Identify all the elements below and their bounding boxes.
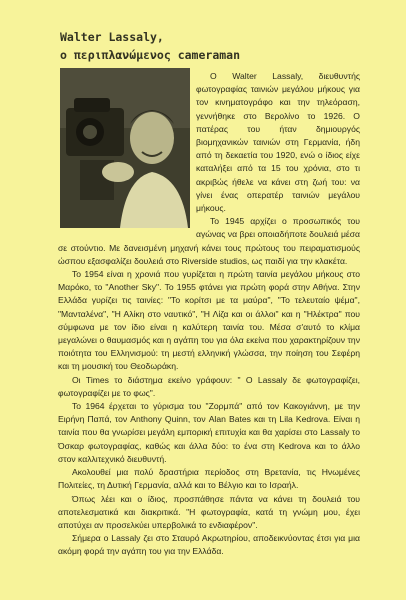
article-body	[58, 70, 360, 559]
title-line-name: Walter Lassaly,	[60, 30, 164, 44]
paragraph-2: Το 1945 αρχίζει ο προσωπικός του αγώνας να βρει οποιαδήποτε δουλειά μέσα σε στούντιο. Με δανεισμένη μηχανή κάνει τους πρώτους του πειραματισμούς ώσπου εξασφαλίζει δουλειά στο Riverside studios, ως παιδί για την κλακέτα.	[58, 216, 360, 266]
paragraph-6: Ακολουθεί μια πολύ δραστήρια περίοδος στη Βρετανία, τις Ηνωμένες Πολιτείες, τη Δυτική Γερμανία, αλλά και το Βέλγιο και το Ισραήλ.	[58, 467, 360, 491]
title-line-subtitle: ο περιπλανώμενος cameraman	[60, 48, 241, 62]
paragraph-8: Σήμερα ο Lassaly ζει στο Σταυρό Ακρωτηρίου, αποδεικνύοντας έτσι για μια ακόμη φορά την αγάπη του για την Ελλάδα.	[58, 533, 360, 557]
paragraph-7: Όπως λέει και ο ίδιος, προσπάθησε πάντα να κάνει τη δουλειά του αποτελεσματικά και διακριτικά. "Η φωτογραφία, κατά τη γνώμη μου, έχει αποτύχει αν προσελκύει υπερβολικά το ενδιαφέρον".	[58, 493, 360, 530]
page-title	[60, 28, 240, 64]
paragraph-5: Το 1964 έρχεται το γύρισμα του "Ζορμπά" από τον Κακογιάννη, με την Ειρήνη Παπά, τον Anthony Quinn, τον Alan Bates και τη Lila Kedrova. Είναι η ταινία που θα γνωρίσει μεγάλη εμπορική επιτυχία και θα χαρίσει στο Lassaly το Όσκαρ φωτογραφίας, καθώς και άλλα δύο: το ένα στη Kedrova και το άλλο στον καλλιτεχνικό διευθυντή.	[58, 401, 360, 464]
paragraph-4: Οι Times το διάστημα εκείνο γράφουν: " Ο Lassaly δε φωτογραφίζει, φωτογραφίζει με το φως".	[58, 374, 360, 398]
paragraph-3: Το 1954 είναι η χρονιά που γυρίζεται η πρώτη ταινία μεγάλου μήκους στο Μαρόκο, το "Another Sky". Το 1955 φτάνει για πρώτη φορά στην Αθήνα. Στην Ελλάδα γυρίζει τις ταινίες: "Το κορίτσι με τα μαύρα", "Το τελευταίο ψέμα", "Μανταλένα", "Η Αλίκη στο ναυτικό", "Η Λίζα και οι άλλοι" και η "Ηλέκτρα" που σύμφωνα με τον ίδιο είναι η καλύτερη ταινία του. Μέσα σ'αυτό το κλίμα μεγαλώνει ο θαυμασμός και η αγάπη του για όλα εκείνα που χαρακτηρίζουν την ποιότητα του Ελληνισμού: τη μεστή ελληνική γλώσσα, την ποίηση του Σεφέρη και τη μουσική του Θεοδωράκη.	[58, 269, 360, 372]
photo-float-spacer	[58, 70, 196, 240]
paragraph-1: Ο Walter Lassaly, διευθυντής φωτογραφίας ταινιών μεγάλου μήκους για τον κινηματογράφο και την τηλεόραση, γεννήθηκε στο Βερολίνο το 1926. Ο πατέρας του ήταν δημιουργός βιομηχανικών ταινιών στη Γερμανία, ήδη από τη δεκαετία του 1920, ενώ ο ίδιος είχε καταλήξει από τα 15 του χρόνια, στο τι ακριβώς ήθελε να κάνει στη ζωή του: να γίνει ένας οπερατέρ ταινιών μεγάλου μήκους.	[196, 71, 360, 214]
